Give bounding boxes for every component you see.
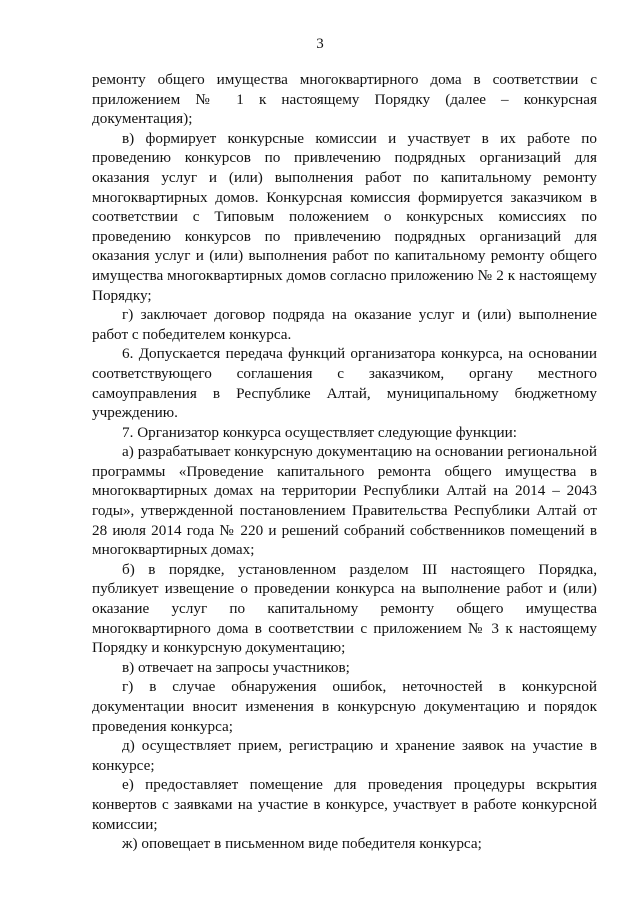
paragraph-6: 6. Допускается передача функций организатора конкурса, на основании соответствующего соглашения с заказчиком, органу местного самоуправления в Республике Алтай, муниципальному бюджетному учреждению. [92, 345, 597, 422]
paragraph-7-item-v: в) отвечает на запросы участников; [122, 658, 350, 676]
paragraph-item-g: г) заключает договор подряда на оказание услуг и (или) выполнение работ с победителем конкурса. [92, 306, 597, 343]
page-number: 3 [316, 36, 324, 52]
paragraph-continuation: ремонту общего имущества многоквартирного дома в соответствии с приложением № 1 к настоящему Порядку (далее – конкурсная документация); [92, 71, 597, 128]
paragraph-7-item-g: г) в случае обнаружения ошибок, неточностей в конкурсной документации вносит изменения в конкурсную документацию и порядок проведения конкурса; [92, 678, 597, 735]
paragraph-7-item-zh: ж) оповещает в письменном виде победителя конкурса; [122, 835, 482, 853]
paragraph-7-item-e: е) предоставляет помещение для проведения процедуры вскрытия конвертов с заявками на участие в конкурсе, участвует в работе конкурсной комиссии; [92, 776, 597, 833]
document-body [92, 70, 597, 854]
paragraph-7: 7. Организатор конкурса осуществляет следующие функции: [122, 423, 517, 441]
paragraph-7-item-a: а) разрабатывает конкурсную документацию на основании региональной программы «Проведение капитального ремонта общего имущества в многоквартирных домах на территории Республики Алтай на 2014 – 2043 годы», утвержденной постановлением Правительства Республики Алтай от 28 июля 2014 года № 220 и решений собраний собственников помещений в многоквартирных домах; [92, 443, 597, 559]
paragraph-item-v: в) формирует конкурсные комиссии и участвует в их работе по проведению конкурсов по привлечению подрядных организаций для оказания услуг и (или) выполнения работ по капитальному ремонту многоквартирных домов. Конкурсная комиссия формируется заказчиком в соответствии с Типовым положением о конкурсных комиссиях по проведению конкурсов по привлечению подрядных организаций для оказания услуг и (или) выполнения работ по капитальному ремонту общего имущества многоквартирных домов согласно приложению № 2 к настоящему Порядку; [92, 129, 597, 304]
paragraph-7-item-b: б) в порядке, установленном разделом III настоящего Порядка, публикует извещение о проведении конкурса на выполнение работ и (или) оказание услуг по капитальному ремонту общего имущества многоквартирного дома в соответствии с приложением № 3 к настоящему Порядку и конкурсную документацию; [92, 560, 597, 657]
paragraph-7-item-d: д) осуществляет прием, регистрацию и хранение заявок на участие в конкурсе; [92, 737, 597, 774]
